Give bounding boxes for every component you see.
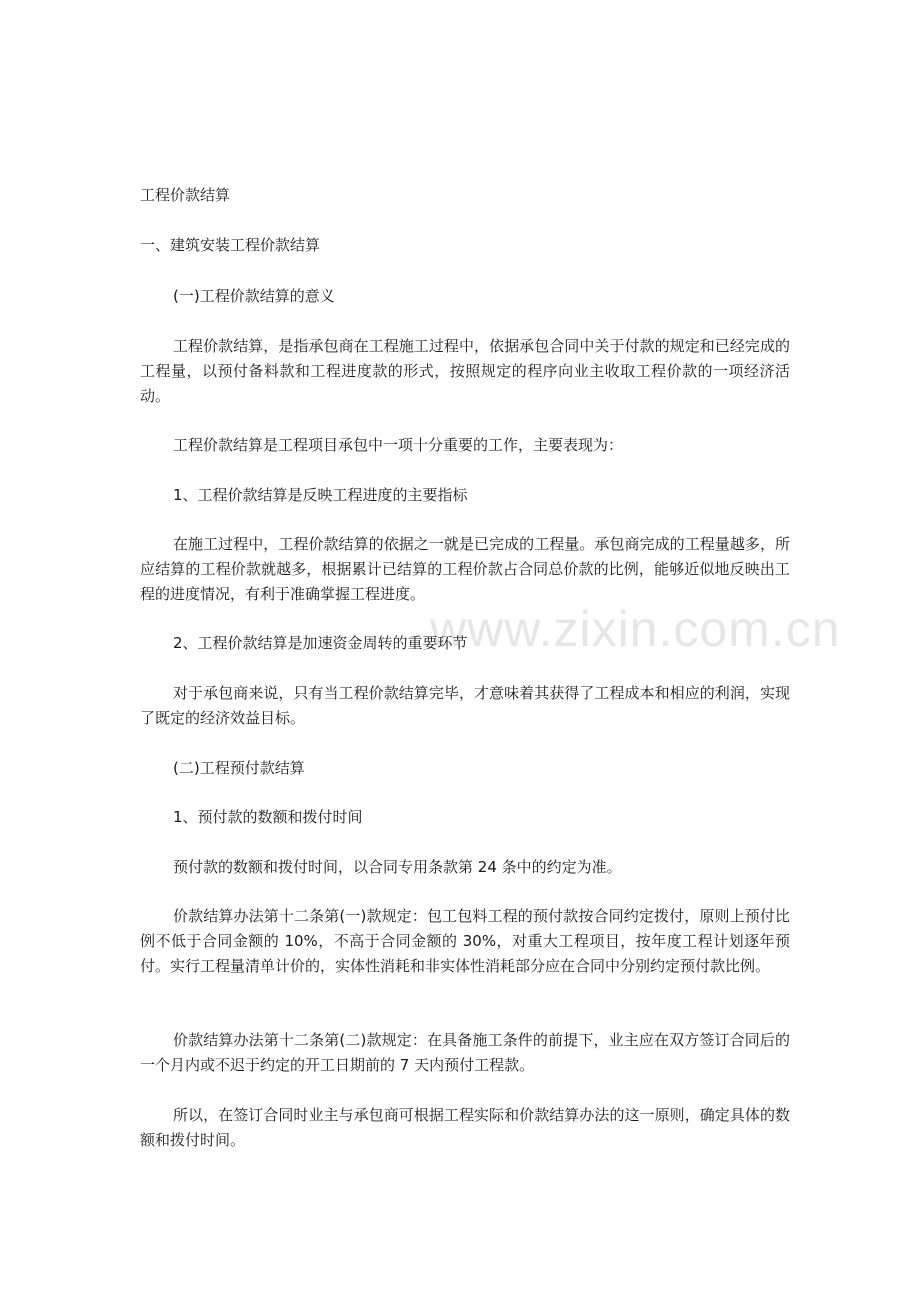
list-item-3: 1、预付款的数额和拨付时间 <box>173 808 363 826</box>
list-item-2: 2、工程价款结算是加速资金周转的重要环节 <box>173 634 468 652</box>
section-heading-1: 一、建筑安装工程价款结算 <box>140 236 321 254</box>
paragraph-2: 工程价款结算是工程项目承包中一项十分重要的工作，主要表现为： <box>173 436 624 454</box>
subsection-heading-2: (二)工程预付款结算 <box>173 759 305 777</box>
subsection-heading-1: (一)工程价款结算的意义 <box>173 287 335 305</box>
paragraph-4: 对于承包商来说，只有当工程价款结算完毕，才意味着其获得了工程成本和相应的利润，实现了既定的经济效益目标。 <box>140 684 790 727</box>
paragraph-3: 在施工过程中，工程价款结算的依据之一就是已完成的工程量。承包商完成的工程量越多，所应结算的工程价款就越多，根据累计已结算的工程价款占合同总价款的比例，能够近似地反映出工程的进度情况，有利于准确掌握工程进度。 <box>140 535 790 603</box>
paragraph-5: 预付款的数额和拨付时间，以合同专用条款第 24 条中的约定为准。 <box>173 858 622 876</box>
watermark: www.zixin.com.cn <box>430 601 841 657</box>
document-title: 工程价款结算 <box>140 186 231 204</box>
paragraph-8: 所以，在签订合同时业主与承包商可根据工程实际和价款结算办法的这一原则，确定具体的数额和拨付时间。 <box>140 1106 790 1149</box>
paragraph-7: 价款结算办法第十二条第(二)款规定：在具备施工条件的前提下，业主应在双方签订合同后的一个月内或不迟于约定的开工日期前的 7 天内预付工程款。 <box>140 1031 790 1074</box>
paragraph-6: 价款结算办法第十二条第(一)款规定：包工包料工程的预付款按合同约定拨付，原则上预付比例不低于合同金额的 10%，不高于合同金额的 30%，对重大工程项目，按年度工程计划逐年预付。实行工程量清单计价的，实体性消耗和非实体性消耗部分应在合同中分别约定预付款比例。 <box>140 907 790 975</box>
list-item-1: 1、工程价款结算是反映工程进度的主要指标 <box>173 486 468 504</box>
paragraph-1: 工程价款结算，是指承包商在工程施工过程中，依据承包合同中关于付款的规定和已经完成的工程量，以预付备料款和工程进度款的形式，按照规定的程序向业主收取工程价款的一项经济活动。 <box>140 337 790 405</box>
